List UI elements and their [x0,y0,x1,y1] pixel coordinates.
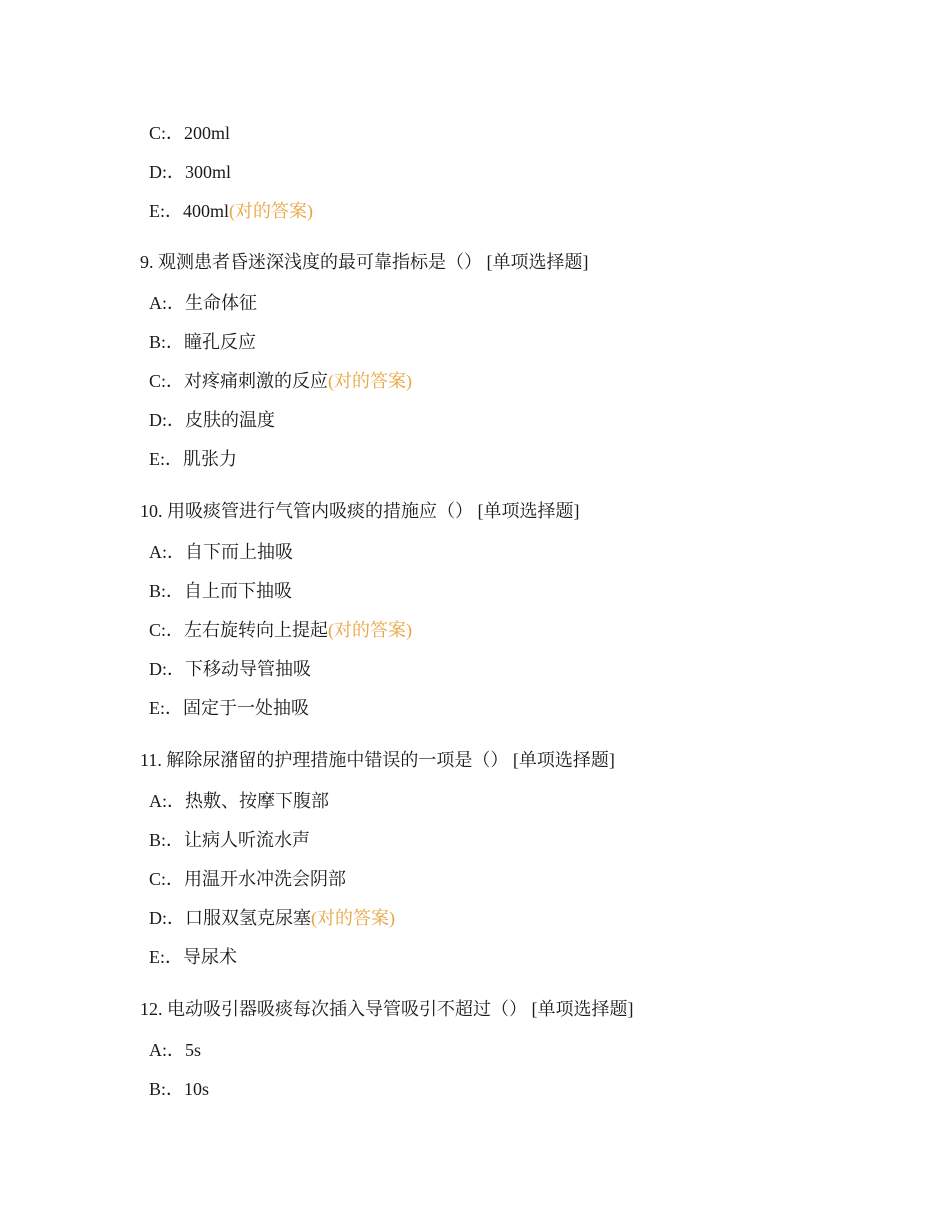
option-c [149,619,412,641]
question-title: 10. 用吸痰管进行气管内吸痰的措施应（） [单项选择题] [140,501,580,521]
option-a [149,541,293,563]
option-a [149,1039,201,1061]
option-c [149,868,346,890]
correct-answer-mark: (对的答案) [311,908,395,928]
question-title: 11. 解除尿潴留的护理措施中错误的一项是（） [单项选择题] [140,750,615,770]
correct-answer-mark: (对的答案) [328,371,413,391]
option-text: C:．200ml [149,123,231,143]
option-b [149,1078,209,1100]
option-text: B:．10s [149,1079,210,1099]
option-text: C:．用温开水冲洗会阴部 [149,869,347,889]
option-text: A:．自下而上抽吸 [149,542,293,562]
question-title: 9. 观测患者昏迷深浅度的最可靠指标是（） [单项选择题] [140,252,589,272]
option-b [149,580,292,602]
option-text: A:．热敷、按摩下腹部 [149,791,329,811]
option-a [149,292,257,314]
option-d [149,658,311,680]
option-text: E:．肌张力 [149,449,237,469]
option-text: D:．300ml [149,162,232,182]
option-d [149,161,231,183]
option-b [149,331,256,353]
option-text: D:．皮肤的温度 [149,410,275,430]
option-text: B:．自上而下抽吸 [149,581,293,601]
option-text: E:．固定于一处抽吸 [149,698,309,718]
option-a [149,790,329,812]
option-e [149,448,237,470]
option-e [149,200,313,222]
option-text: A:．生命体征 [149,293,257,313]
question-title: 12. 电动吸引器吸痰每次插入导管吸引不超过（） [单项选择题] [140,999,634,1019]
correct-answer-mark: (对的答案) [328,620,413,640]
option-text: B:．让病人听流水声 [149,830,311,850]
option-d [149,907,395,929]
option-text: D:．口服双氢克尿塞 [149,908,311,928]
option-text: C:．对疼痛刺激的反应 [149,371,329,391]
option-c [149,122,230,144]
option-text: E:．400ml [149,201,229,221]
option-e [149,946,237,968]
option-e [149,697,309,719]
option-b [149,829,310,851]
option-text: A:．5s [149,1040,202,1060]
option-d [149,409,275,431]
option-text: B:．瞳孔反应 [149,332,257,352]
option-text: C:．左右旋转向上提起 [149,620,329,640]
correct-answer-mark: (对的答案) [229,201,313,221]
option-text: E:．导尿术 [149,947,237,967]
option-text: D:．下移动导管抽吸 [149,659,311,679]
option-c [149,370,412,392]
